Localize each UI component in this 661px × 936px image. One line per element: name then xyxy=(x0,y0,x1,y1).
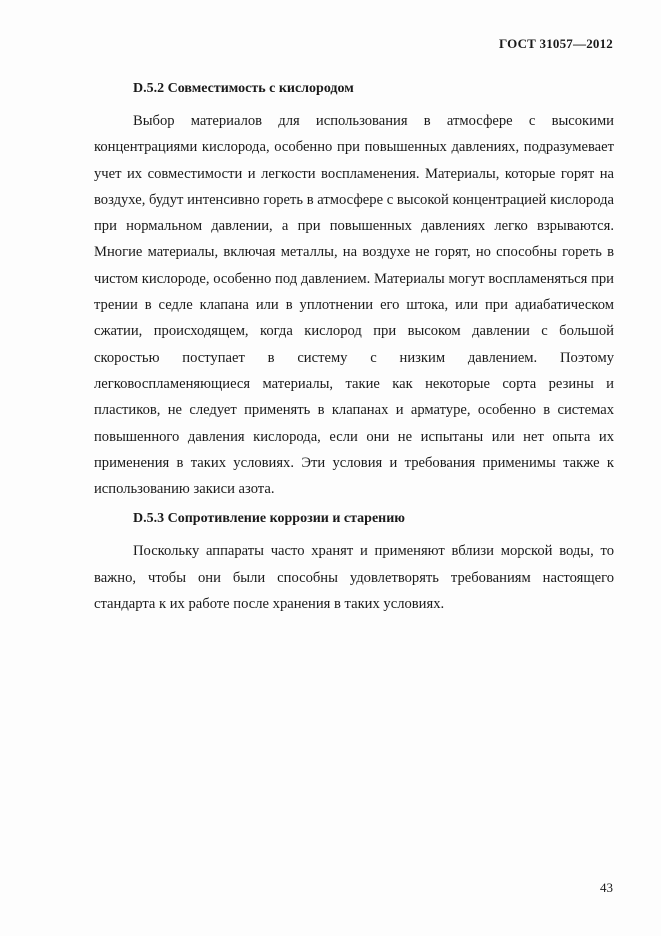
section-text-d53: Поскольку аппараты часто хранят и применяют вблизи морской воды, то важно, чтобы они были способны удовлетворять требованиям настоящего стандарта к их работе после хранения в таких условиях. xyxy=(94,543,614,613)
section-text-d52: Выбор материалов для использования в атмосфере с высокими концентрациями кислорода, особенно при повышенных давлениях, подразумевает учет их совместимости и легкости воспламенения. Материалы, которые горят на воздухе, будут интенсивно гореть в атмосфере с высокой концентрацией кислорода при нормальном давлении, а при повышенных давлениях легко взрываются. Многие материалы, включая металлы, на воздухе не горят, но способны гореть в чистом кислороде, особенно под давлением. Материалы могут воспламеняться при трении в седле клапана или в уплотнении его штока, или при адиабатическом сжатии, происходящем, когда кислород при высоком давлении с большой скоростью поступает в систему с низким давлением. Поэтому легковоспламеняющиеся материалы, такие как некоторые сорта резины и пластиков, не следует применять в клапанах и арматуре, особенно в системах повышенного давления кислорода, если они не испытаны или нет опыта их применения в таких условиях. Эти условия и требования применимы также к использованию закиси азота. xyxy=(94,113,614,498)
page-number: 43 xyxy=(600,880,613,895)
document-code: ГОСТ 31057—2012 xyxy=(498,36,613,51)
section-heading-d52: D.5.2 Совместимость с кислородом xyxy=(133,81,354,96)
section-heading-d53: D.5.3 Сопротивление коррозии и старению xyxy=(133,511,405,527)
page-content xyxy=(94,76,614,617)
